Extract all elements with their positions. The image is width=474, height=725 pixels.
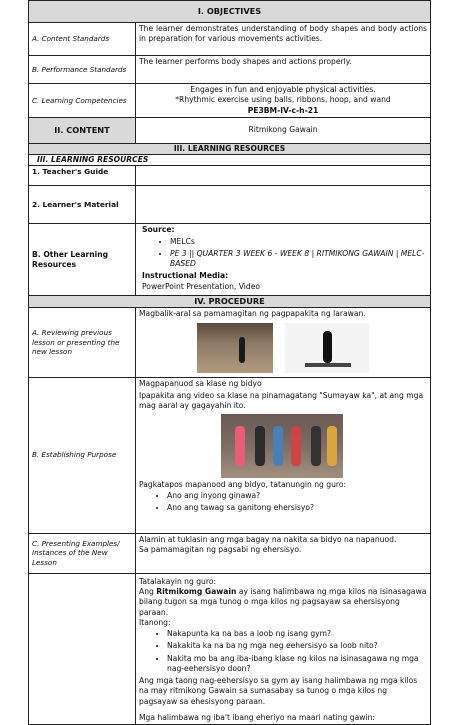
objectives-header: I. OBJECTIVES	[29, 1, 431, 23]
question-item: • Nakapunta ka na bas a loob ng isang gym?	[167, 629, 427, 639]
lesson-plan	[28, 0, 430, 724]
paragraph-text: Ang	[139, 587, 157, 597]
lesson-plan-table	[28, 0, 431, 725]
competencies-line2: *Rhythmic exercise using balls, ribbons, hoop, and wand	[175, 95, 391, 105]
procedure-d-text3: Ang mga taong nag-eehersisyo sa gym ay isang halimbawa ng mga kilos na may ritmikong Gawain sa sumasabay sa tunog o mga kilos ng pagsayaw sa ehesisyong paraan.	[139, 676, 418, 706]
source-list	[142, 237, 427, 270]
source-label: Source:	[142, 225, 175, 235]
competencies-code: PE3BM-IV-c-h-21	[247, 105, 319, 115]
competencies-line1: Engages in fun and enjoyable physical activities.	[190, 85, 376, 94]
instructional-value: PowerPoint Presentation, Video	[142, 281, 261, 291]
procedure-header: IV. PROCEDURE	[29, 296, 431, 308]
question-item: • Ano ang tawag sa ganitong ehersisyo?	[167, 503, 427, 513]
procedure-d-questions	[139, 629, 427, 674]
procedure-d-intro: Tatalakayin ng guro:	[139, 576, 217, 586]
procedure-a-text: Magbalik-aral sa pamamagitan ng pagpapakita ng larawan.	[139, 309, 366, 319]
content-value: Ritmikong Gawain	[136, 117, 431, 143]
other-resources-label: B. Other Learning Resources	[29, 224, 136, 296]
exercise-photo-1	[197, 323, 273, 373]
procedure-c-text1: Alamin at tuklasin ang mga bagay na nakita sa bidyo na napanuod.	[139, 534, 397, 544]
procedure-d-label	[29, 573, 136, 724]
procedure-b-label: B. Establishing Purpose	[29, 377, 136, 533]
procedure-d-paragraph	[139, 587, 427, 618]
exercise-photo-2	[285, 323, 369, 373]
resources-subheader: III. LEARNING RESOURCES	[29, 155, 431, 166]
question-item: • Nakita mo ba ang iba-ibang klase ng kilos na isinasagawa ng mga nag-eehersisyo doon?	[167, 654, 427, 675]
competencies-cell	[136, 84, 431, 118]
question-item: • Nakakita ka na ba ng mga neg eehersisyo sa loob nito?	[167, 641, 427, 651]
procedure-b-cell	[136, 377, 431, 533]
ritmiko-term: Ritmikomg Gawain	[156, 587, 237, 597]
procedure-c-text2: Sa pamamagitan ng pagsabi ng ehersisyo.	[139, 545, 302, 555]
procedure-d-itanong: Itanong:	[139, 617, 171, 627]
dance-video-thumbnail[interactable]	[221, 414, 343, 478]
procedure-b-text3: Pagkatapos mapanood ang bidyo, tatanungin ng guro:	[139, 479, 347, 489]
teachers-guide-label: 1. Teacher's Guide	[29, 166, 136, 186]
procedure-b-text2: Ipapakita ang video sa klase na pinamagatang "Sumayaw ka", at ang mga mag aaral ay gagayahin ito.	[139, 391, 424, 411]
procedure-b-text1: Magpapanuod sa klase ng bidyo	[139, 378, 262, 388]
performance-standards-text: The learner performs body shapes and actions properly.	[136, 56, 431, 84]
procedure-a-label: A. Reviewing previous lesson or presenting the new lesson	[29, 308, 136, 378]
performance-standards-label: B. Performance Standards	[29, 56, 136, 84]
procedure-c-label: C. Presenting Examples/ Instances of the New Lesson	[29, 533, 136, 573]
resources-header: III. LEARNING RESOURCES	[29, 143, 431, 154]
instructional-label: Instructional Media:	[142, 271, 229, 281]
source-item: • MELCs	[170, 237, 427, 247]
content-standards-text: The learner demonstrates understanding of body shapes and body actions in preparation for various movements activities.	[136, 23, 431, 56]
content-label: II. CONTENT	[29, 117, 136, 143]
paragraph-text: ay isang halimbawa ng mga kilos na isinasagawa bilang tugon sa mga tunog o mga kilos ng pagsayaw sa ehersisyong paraan.	[139, 587, 427, 617]
content-standards-label: A. Content Standards	[29, 23, 136, 56]
procedure-d-cell	[136, 573, 431, 724]
learners-material-label: 2. Learner's Material	[29, 186, 136, 224]
other-resources-cell	[136, 224, 431, 296]
learners-material-value	[136, 186, 431, 224]
question-item: • Ano ang inyong ginawa?	[167, 491, 427, 501]
procedure-b-questions	[139, 491, 427, 514]
competencies-label: C. Learning Competencies	[29, 84, 136, 118]
procedure-c-cell	[136, 533, 431, 573]
source-item: • PE 3 || QUARTER 3 WEEK 6 - WEEK 8 | RITMIKONG GAWAIN | MELC-BASED	[170, 249, 427, 270]
procedure-a-cell	[136, 308, 431, 378]
teachers-guide-value	[136, 166, 431, 186]
procedure-d-text4: Mga halimbawa ng iba't ibang eheriyo na maari nating gawin:	[139, 712, 375, 722]
